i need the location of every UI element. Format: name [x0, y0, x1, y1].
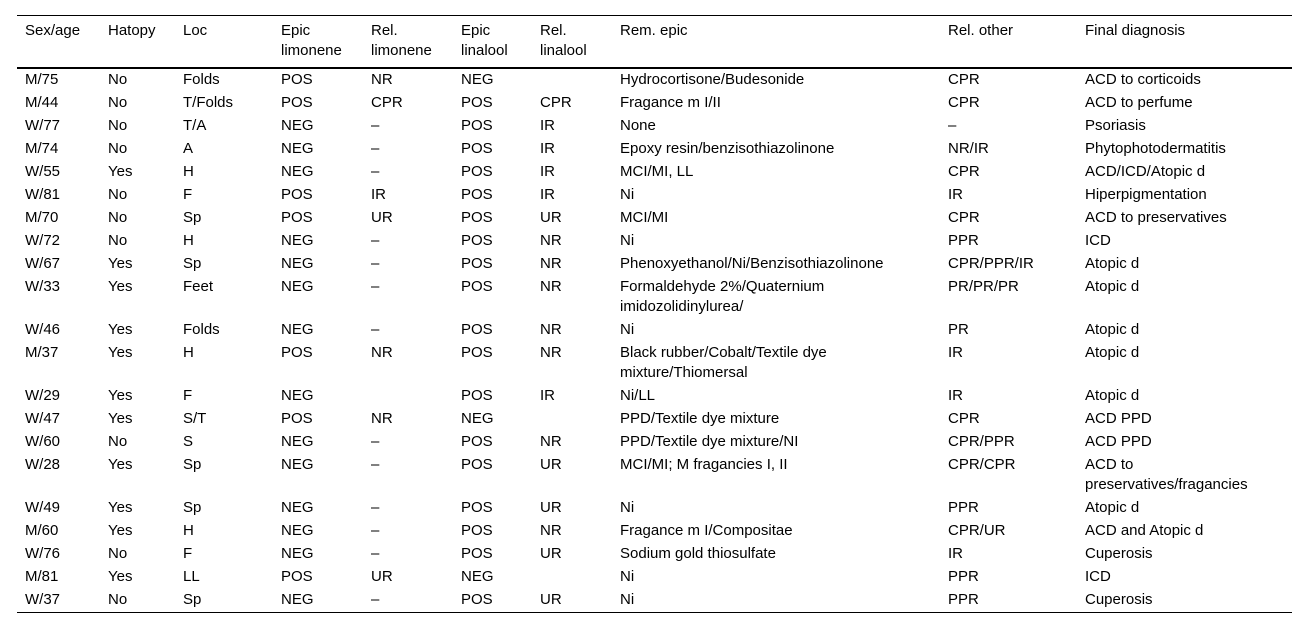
- cell-loc: LL: [183, 568, 200, 585]
- table-row: [17, 543, 1292, 566]
- table-row: [17, 431, 1292, 454]
- cell-final-diagnosis: ACD and Atopic d: [1085, 522, 1204, 539]
- cell-sex-age: M/37: [25, 344, 59, 361]
- cell-rel-limonene: –: [371, 499, 380, 516]
- cell-rel-limonene: –: [363, 589, 453, 613]
- cell-final-diagnosis: ACD/ICD/Atopic d: [1085, 163, 1206, 180]
- cell-epic-limonene: NEG: [281, 522, 314, 539]
- cell-rem-epic: Ni: [620, 568, 635, 585]
- cell-loc: Folds: [183, 71, 220, 88]
- cell-final-diagnosis: ACD to corticoids: [1085, 71, 1201, 88]
- cell-hatopy: Yes: [108, 456, 133, 473]
- table-header: [17, 16, 1292, 69]
- cell-final-diagnosis: Phytophotodermatitis: [1085, 140, 1226, 157]
- cell-rel-linalool: IR: [540, 387, 555, 404]
- cell-rel-other: CPR/PPR: [948, 433, 1015, 450]
- cell-epic-linalool: POS: [461, 456, 493, 473]
- cell-rel-linalool: IR: [540, 163, 555, 180]
- cell-epic-limonene: NEG: [281, 255, 314, 272]
- cell-epic-linalool: POS: [461, 117, 493, 134]
- cell-rel-other: PPR: [948, 568, 979, 585]
- cell-rel-limonene: –: [371, 117, 380, 134]
- cell-epic-limonene: NEG: [281, 232, 314, 249]
- cell-rel-linalool: NR: [540, 522, 562, 539]
- cell-loc: Sp: [183, 456, 202, 473]
- cell-hatopy: Yes: [108, 344, 133, 361]
- cell-sex-age: W/55: [25, 163, 61, 180]
- cell-final-diagnosis: Atopic d: [1085, 344, 1140, 361]
- cell-rel-linalool: NR: [540, 278, 562, 295]
- cell-sex-age: M/70: [25, 209, 59, 226]
- cell-rem-epic: None: [620, 117, 656, 134]
- cell-rel-linalool: IR: [540, 186, 555, 203]
- cell-hatopy: Yes: [108, 568, 133, 585]
- cell-hatopy: No: [108, 71, 128, 88]
- header-rem-epic: Rem. epic: [612, 16, 940, 69]
- cell-rel-limonene: –: [371, 232, 380, 249]
- cell-epic-linalool: POS: [461, 232, 493, 249]
- cell-loc: F: [183, 186, 193, 203]
- cell-hatopy: Yes: [108, 499, 133, 516]
- cell-epic-linalool: POS: [461, 344, 493, 361]
- cell-sex-age: M/75: [25, 71, 59, 88]
- cell-hatopy: No: [100, 589, 175, 613]
- cell-rel-limonene: CPR: [371, 94, 403, 111]
- cell-epic-linalool: NEG: [461, 71, 494, 88]
- cell-final-diagnosis: Atopic d: [1085, 278, 1140, 295]
- cell-rel-other: CPR: [948, 209, 980, 226]
- cell-rel-other: PPR: [948, 499, 979, 516]
- cell-rel-linalool: NR: [540, 344, 562, 361]
- cell-loc: Folds: [183, 321, 220, 338]
- cell-sex-age: W/46: [25, 321, 61, 338]
- cell-rel-linalool: [532, 566, 612, 589]
- cell-epic-limonene: NEG: [281, 456, 314, 473]
- cell-rem-epic: Phenoxyethanol/Ni/Benzisothiazolinone: [620, 255, 884, 272]
- table-row: [17, 520, 1292, 543]
- cell-hatopy: No: [108, 140, 128, 157]
- cell-final-diagnosis: Atopic d: [1085, 255, 1140, 272]
- cell-epic-limonene: POS: [281, 209, 313, 226]
- cell-epic-linalool: POS: [461, 499, 493, 516]
- cell-final-diagnosis: Atopic d: [1085, 321, 1140, 338]
- header-final-diagnosis: Final diagnosis: [1077, 16, 1292, 69]
- cell-sex-age: W/49: [25, 499, 61, 516]
- cell-epic-linalool: NEG: [461, 410, 494, 427]
- cell-loc: Sp: [175, 589, 273, 613]
- table-row: [17, 115, 1292, 138]
- table-row: [17, 408, 1292, 431]
- cell-rel-limonene: –: [371, 140, 380, 157]
- table-row: [17, 230, 1292, 253]
- cell-hatopy: Yes: [108, 387, 133, 404]
- cell-rel-linalool: NR: [540, 433, 562, 450]
- cell-rel-linalool: IR: [540, 117, 555, 134]
- cell-rem-epic: Fragance m I/II: [620, 94, 721, 111]
- cell-rel-other: IR: [948, 545, 963, 562]
- table-row: [17, 276, 1292, 319]
- cell-rem-epic: Ni/LL: [620, 387, 656, 404]
- cell-epic-linalool: POS: [461, 163, 493, 180]
- cell-rel-limonene: NR: [371, 344, 393, 361]
- cell-rel-limonene: –: [371, 433, 380, 450]
- cell-rem-epic: Fragance m I/Compositae: [620, 522, 793, 539]
- cell-final-diagnosis: Cuperosis: [1085, 545, 1153, 562]
- cell-epic-linalool: POS: [461, 545, 493, 562]
- cell-epic-limonene: POS: [281, 568, 313, 585]
- cell-rel-other: PR/PR/PR: [948, 278, 1019, 295]
- cell-rem-epic: Ni: [620, 499, 635, 516]
- cell-epic-limonene: POS: [281, 186, 313, 203]
- cell-rel-limonene: –: [371, 255, 380, 272]
- cell-sex-age: W/81: [25, 186, 61, 203]
- table-row: [17, 497, 1292, 520]
- cell-rel-other: CPR: [948, 94, 980, 111]
- cell-final-diagnosis: ACD to preservatives: [1085, 209, 1227, 226]
- cell-rel-linalool: UR: [540, 499, 562, 516]
- table-row: [17, 319, 1292, 342]
- cell-loc: F: [183, 387, 193, 404]
- cell-epic-limonene: NEG: [281, 140, 314, 157]
- table-body: [17, 68, 1292, 613]
- cell-epic-linalool: POS: [461, 94, 493, 111]
- cell-epic-linalool: POS: [461, 278, 493, 295]
- header-epic-limonene: Epic limonene: [273, 16, 363, 69]
- cell-sex-age: W/37: [17, 589, 100, 613]
- cell-rel-limonene: NR: [371, 71, 393, 88]
- header-row: [17, 16, 1292, 69]
- cell-loc: S: [183, 433, 194, 450]
- cell-loc: H: [183, 232, 194, 249]
- cell-rem-epic: Epoxy resin/benzisothiazolinone: [620, 140, 835, 157]
- cell-epic-limonene: NEG: [281, 278, 314, 295]
- cell-rem-epic: Ni: [612, 589, 940, 613]
- cell-sex-age: M/74: [25, 140, 59, 157]
- cell-final-diagnosis: Atopic d: [1085, 499, 1140, 516]
- cell-epic-limonene: POS: [281, 344, 313, 361]
- cell-rel-linalool: IR: [540, 140, 555, 157]
- cell-hatopy: Yes: [108, 278, 133, 295]
- cell-final-diagnosis: ICD: [1085, 232, 1111, 249]
- cell-hatopy: No: [108, 94, 128, 111]
- cell-epic-limonene: NEG: [281, 387, 314, 404]
- cell-sex-age: W/47: [25, 410, 61, 427]
- cell-rel-linalool: NR: [540, 255, 562, 272]
- cell-final-diagnosis: Atopic d: [1085, 387, 1140, 404]
- cell-epic-limonene: NEG: [273, 589, 363, 613]
- cell-hatopy: No: [108, 186, 128, 203]
- cell-rem-epic: MCI/MI, LL: [620, 163, 694, 180]
- cell-hatopy: No: [108, 117, 128, 134]
- cell-rel-other: CPR/CPR: [948, 456, 1016, 473]
- table-row: [17, 566, 1292, 589]
- cell-loc: T/Folds: [183, 94, 234, 111]
- cell-sex-age: M/44: [25, 94, 59, 111]
- cell-rel-limonene: [363, 385, 453, 408]
- header-epic-linalool: Epic linalool: [453, 16, 532, 69]
- cell-loc: Sp: [183, 255, 202, 272]
- cell-rel-limonene: IR: [371, 186, 386, 203]
- cell-loc: T/A: [183, 117, 207, 134]
- cell-rel-limonene: –: [371, 545, 380, 562]
- cell-epic-linalool: NEG: [461, 568, 494, 585]
- cell-epic-limonene: NEG: [281, 499, 314, 516]
- cell-epic-limonene: POS: [281, 410, 313, 427]
- header-sex-age: Sex/age: [17, 16, 100, 69]
- table-row: [17, 253, 1292, 276]
- table-row: [17, 161, 1292, 184]
- header-rel-limonene: Rel. limonene: [363, 16, 453, 69]
- cell-final-diagnosis: ACD to preservatives/fragancies: [1085, 456, 1248, 493]
- header-hatopy: Hatopy: [100, 16, 175, 69]
- cell-final-diagnosis: ACD PPD: [1085, 433, 1152, 450]
- cell-hatopy: Yes: [108, 255, 133, 272]
- cell-final-diagnosis: ACD to perfume: [1085, 94, 1193, 111]
- cell-rel-other: IR: [948, 344, 963, 361]
- cell-rel-other: IR: [948, 387, 963, 404]
- data-table-container: [17, 15, 1292, 613]
- cell-sex-age: M/81: [25, 568, 59, 585]
- table-row: [17, 184, 1292, 207]
- cell-rel-linalool: NR: [540, 232, 562, 249]
- cell-epic-linalool: POS: [461, 321, 493, 338]
- cell-final-diagnosis: Cuperosis: [1077, 589, 1292, 613]
- cell-hatopy: Yes: [108, 410, 133, 427]
- cell-rel-other: PPR: [948, 232, 979, 249]
- cell-epic-linalool: POS: [461, 387, 493, 404]
- cell-loc: S/T: [183, 410, 207, 427]
- cell-loc: H: [183, 522, 194, 539]
- cell-final-diagnosis: Hiperpigmentation: [1085, 186, 1207, 203]
- cell-epic-linalool: POS: [453, 589, 532, 613]
- cell-epic-linalool: POS: [461, 140, 493, 157]
- cell-rel-other: PR: [948, 321, 969, 338]
- cell-rel-limonene: –: [371, 278, 380, 295]
- cell-sex-age: M/60: [25, 522, 59, 539]
- cell-rel-linalool: UR: [540, 545, 562, 562]
- cell-rel-linalool: UR: [540, 456, 562, 473]
- cell-epic-linalool: POS: [461, 186, 493, 203]
- cell-rel-other: IR: [948, 186, 963, 203]
- cell-rem-epic: Ni: [620, 321, 635, 338]
- cell-rel-other: CPR: [948, 163, 980, 180]
- cell-epic-linalool: POS: [461, 433, 493, 450]
- cell-epic-limonene: NEG: [281, 433, 314, 450]
- cell-rel-limonene: NR: [371, 410, 393, 427]
- cell-rem-epic: MCI/MI; M fragancies I, II: [620, 456, 788, 473]
- cell-hatopy: Yes: [108, 321, 133, 338]
- header-loc: Loc: [175, 16, 273, 69]
- cell-rel-linalool: [532, 68, 612, 92]
- cell-rem-epic: Ni: [620, 232, 635, 249]
- cell-rel-other: CPR/UR: [948, 522, 1006, 539]
- cell-sex-age: W/76: [25, 545, 61, 562]
- cell-epic-limonene: NEG: [281, 545, 314, 562]
- cell-loc: H: [183, 163, 194, 180]
- cell-rem-epic: MCI/MI: [620, 209, 669, 226]
- cell-rel-other: CPR/PPR/IR: [948, 255, 1034, 272]
- cell-epic-linalool: POS: [461, 522, 493, 539]
- table-row: [17, 207, 1292, 230]
- cell-rem-epic: Formaldehyde 2%/Quaternium imidozolidinylurea/: [620, 278, 825, 315]
- cell-epic-limonene: NEG: [281, 321, 314, 338]
- cell-final-diagnosis: ACD PPD: [1085, 410, 1152, 427]
- cell-epic-linalool: POS: [461, 209, 493, 226]
- cell-rem-epic: PPD/Textile dye mixture: [620, 410, 780, 427]
- cell-rel-linalool: CPR: [540, 94, 572, 111]
- cell-rel-limonene: –: [371, 321, 380, 338]
- cell-rel-limonene: –: [371, 163, 380, 180]
- table-row: [17, 92, 1292, 115]
- cell-sex-age: W/28: [25, 456, 61, 473]
- table-row: [17, 385, 1292, 408]
- cell-sex-age: W/77: [25, 117, 61, 134]
- cell-epic-limonene: NEG: [281, 117, 314, 134]
- cell-sex-age: W/33: [25, 278, 61, 295]
- cell-sex-age: W/67: [25, 255, 61, 272]
- cell-rem-epic: Sodium gold thiosulfate: [620, 545, 776, 562]
- cell-rel-limonene: –: [371, 522, 380, 539]
- cell-epic-limonene: POS: [281, 94, 313, 111]
- cell-rel-other: NR/IR: [948, 140, 989, 157]
- cell-hatopy: No: [108, 545, 128, 562]
- cell-rem-epic: Black rubber/Cobalt/Textile dye mixture/Thiomersal: [620, 344, 827, 381]
- cell-rem-epic: PPD/Textile dye mixture/NI: [620, 433, 799, 450]
- cell-loc: Sp: [183, 209, 202, 226]
- cell-final-diagnosis: Psoriasis: [1085, 117, 1146, 134]
- table-row: [17, 342, 1292, 385]
- cell-loc: F: [183, 545, 193, 562]
- cell-epic-limonene: NEG: [281, 163, 314, 180]
- cell-rel-linalool: NR: [540, 321, 562, 338]
- cell-epic-linalool: POS: [461, 255, 493, 272]
- header-rel-linalool: Rel. linalool: [532, 16, 612, 69]
- cell-rel-linalool: [532, 408, 612, 431]
- cell-rel-limonene: UR: [371, 568, 393, 585]
- cell-loc: Sp: [183, 499, 202, 516]
- header-rel-other: Rel. other: [940, 16, 1077, 69]
- cell-rem-epic: Ni: [620, 186, 635, 203]
- cell-loc: A: [183, 140, 194, 157]
- cell-hatopy: No: [108, 232, 128, 249]
- table-row: [17, 138, 1292, 161]
- patch-test-table: [17, 15, 1292, 613]
- cell-hatopy: No: [108, 433, 128, 450]
- cell-hatopy: Yes: [108, 163, 133, 180]
- cell-rel-other: –: [948, 117, 957, 134]
- cell-hatopy: No: [108, 209, 128, 226]
- table-row: [17, 68, 1292, 92]
- cell-rel-other: CPR: [948, 71, 980, 88]
- table-row: [17, 454, 1292, 497]
- table-row: [17, 589, 1292, 613]
- cell-loc: H: [183, 344, 194, 361]
- cell-epic-limonene: POS: [281, 71, 313, 88]
- cell-sex-age: W/72: [25, 232, 61, 249]
- cell-rel-other: PPR: [940, 589, 1077, 613]
- cell-final-diagnosis: ICD: [1085, 568, 1111, 585]
- cell-rem-epic: Hydrocortisone/Budesonide: [620, 71, 805, 88]
- cell-rel-limonene: –: [371, 456, 380, 473]
- cell-rel-linalool: UR: [540, 209, 562, 226]
- cell-sex-age: W/29: [25, 387, 61, 404]
- cell-sex-age: W/60: [25, 433, 61, 450]
- cell-rel-linalool: UR: [532, 589, 612, 613]
- cell-hatopy: Yes: [108, 522, 133, 539]
- cell-loc: Feet: [183, 278, 214, 295]
- cell-rel-other: CPR: [948, 410, 980, 427]
- cell-rel-limonene: UR: [371, 209, 393, 226]
